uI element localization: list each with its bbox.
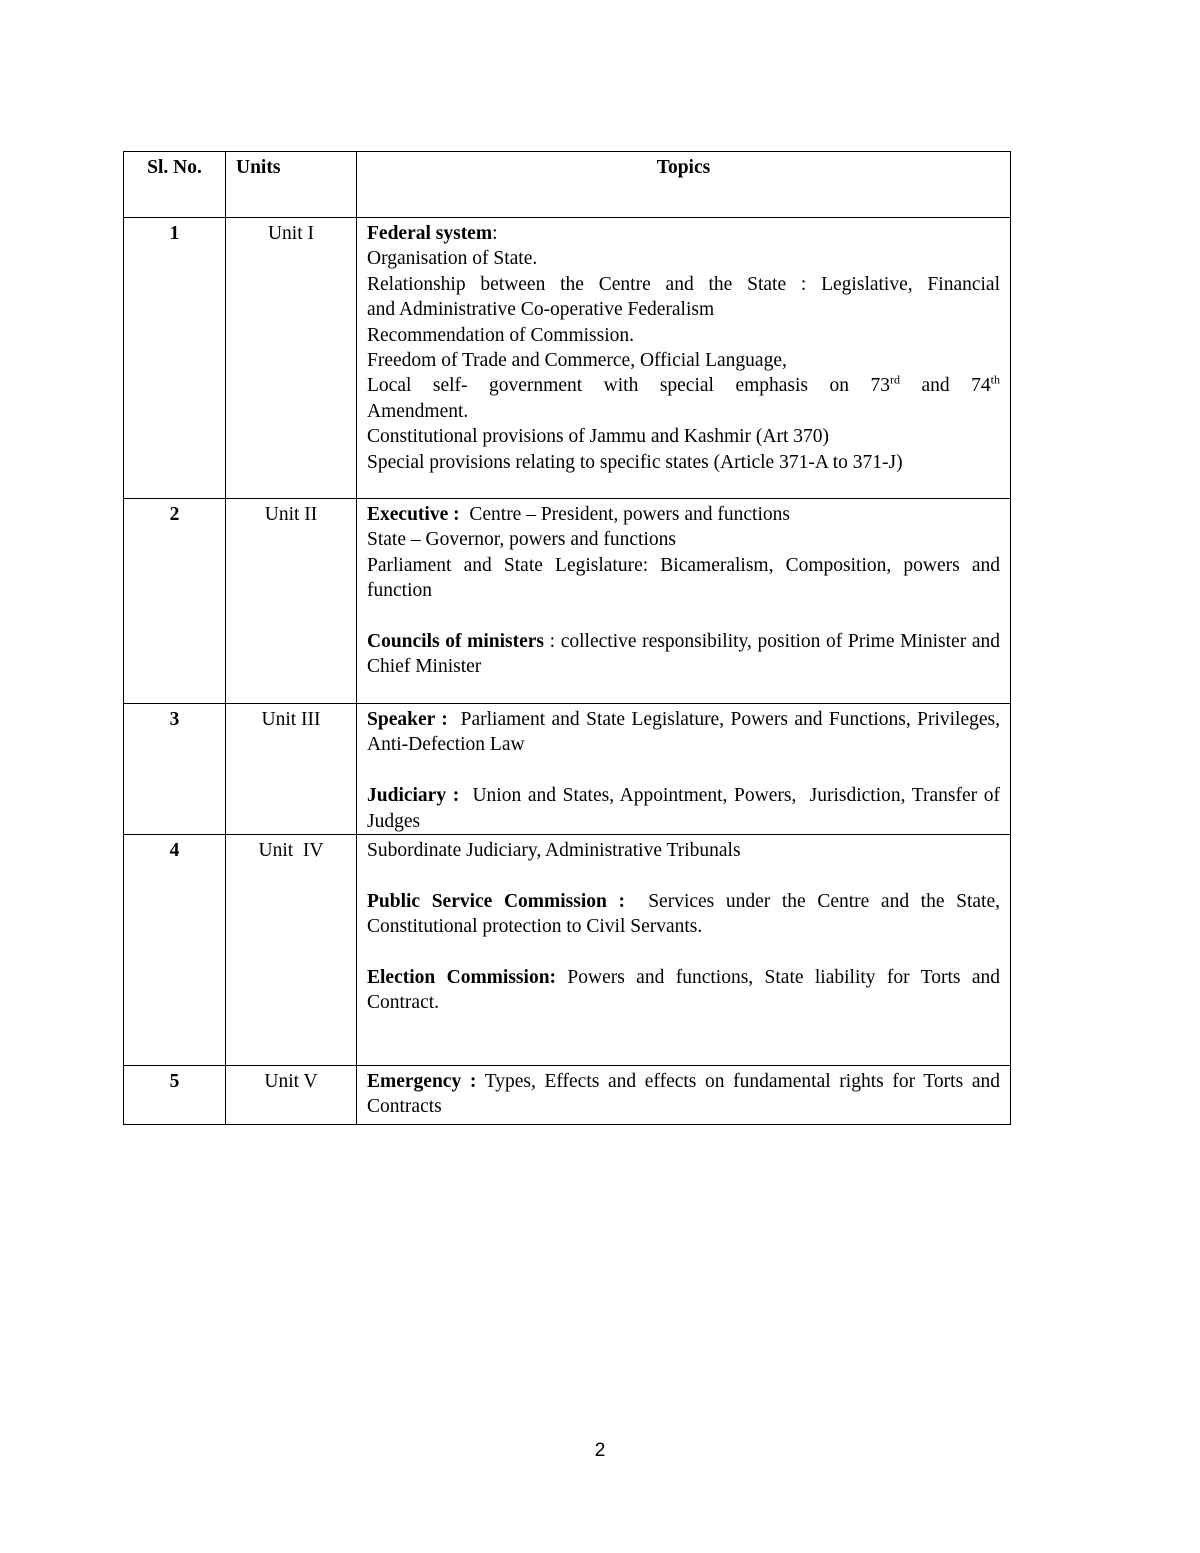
topic-line-local-government xyxy=(367,373,1000,398)
topic-paragraph xyxy=(367,1069,1000,1120)
table-row xyxy=(124,1066,1011,1125)
topic-heading: Emergency : xyxy=(367,1071,477,1093)
topic-line: Freedom of Trade and Commerce, Official Language, xyxy=(367,350,787,372)
row-unit: Unit V xyxy=(226,1066,357,1125)
topic-heading: Executive : xyxy=(367,504,460,525)
topic-paragraph xyxy=(367,502,1000,527)
row-topics xyxy=(357,835,1011,1066)
row-sl-no: 1 xyxy=(124,218,226,499)
row-sl-no: 2 xyxy=(124,499,226,704)
topic-heading: Election Commission: xyxy=(367,967,557,989)
table-row xyxy=(124,218,1011,499)
row-topics xyxy=(357,218,1011,499)
row-sl-no: 5 xyxy=(124,1066,226,1125)
table-row xyxy=(124,835,1011,1066)
topic-paragraph xyxy=(367,783,1005,834)
topic-line: Special provisions relating to specific states (Article 371-A to 371-J) xyxy=(367,451,903,473)
topic-text: Parliament and State Legislature, Powers and Functions, Privileges, Anti-Defection Law xyxy=(367,709,1004,756)
row-unit: Unit II xyxy=(226,499,357,704)
syllabus-table xyxy=(123,151,1011,1125)
row-topics xyxy=(357,1066,1011,1125)
local-sup-2: th xyxy=(990,372,1001,387)
topic-text: : collective responsibility, position of Prime Minister and Chief Minister xyxy=(367,631,1000,678)
topic-line: Organisation of State. xyxy=(367,248,538,270)
topic-line: Parliament and State Legislature: Bicameralism, Composition, powers and function xyxy=(367,554,1000,602)
paragraph-gap xyxy=(367,758,1000,783)
topic-text: Union and States, Appointment, Powers, Jurisdiction, Transfer of Judges xyxy=(367,785,1005,832)
topic-line: Constitutional provisions of Jammu and Kashmir (Art 370) xyxy=(367,426,830,448)
topic-paragraph xyxy=(367,965,1000,1016)
paragraph-gap xyxy=(367,863,1000,888)
topic-heading: Public Service Commission : xyxy=(367,890,625,912)
topic-heading: Federal system xyxy=(367,223,493,244)
paragraph-gap xyxy=(367,940,1000,965)
table-row xyxy=(124,704,1011,835)
row-topics xyxy=(357,704,1011,835)
header-units: Units xyxy=(226,152,357,218)
topic-line: State – Governor, powers and functions xyxy=(367,529,676,551)
topic-text: Centre – President, powers and functions xyxy=(459,504,790,525)
topic-line: Recommendation of Commission. xyxy=(367,324,635,346)
page-number: 2 xyxy=(594,1440,606,1461)
topic-text: Types, Effects and effects on fundamental rights for Torts and Contracts xyxy=(367,1071,1000,1118)
topic-line: Amendment. xyxy=(367,400,469,422)
topic-line: Subordinate Judiciary, Administrative Tribunals xyxy=(367,840,741,862)
topic-heading-suffix: : xyxy=(492,223,498,244)
topic-heading: Councils of ministers xyxy=(367,631,545,653)
table-header-row xyxy=(124,152,1011,218)
topic-line: Relationship between the Centre and the State : Legislative, Financial xyxy=(367,273,1000,295)
local-text-2: and 74 xyxy=(900,375,991,397)
topic-heading: Speaker : xyxy=(367,709,448,730)
header-sl-no: Sl. No. xyxy=(124,152,226,218)
topic-paragraph xyxy=(367,889,1010,940)
row-topics xyxy=(357,499,1011,704)
topic-line: and Administrative Co-operative Federalism xyxy=(367,299,715,321)
topic-text: Powers and functions, State liability for Torts and Contract. xyxy=(367,967,1000,1014)
topic-paragraph xyxy=(367,629,1000,680)
topic-paragraph xyxy=(367,707,1004,758)
topic-heading-line xyxy=(367,221,1000,246)
row-sl-no: 4 xyxy=(124,835,226,1066)
paragraph-gap xyxy=(367,604,1000,629)
row-unit: Unit III xyxy=(226,704,357,835)
row-sl-no: 3 xyxy=(124,704,226,835)
topic-text: Services under the Centre and the State, Constitutional protection to Civil Servants. xyxy=(367,890,1010,938)
table-row xyxy=(124,499,1011,704)
row-unit: Unit I xyxy=(226,218,357,499)
header-topics: Topics xyxy=(357,152,1011,218)
topic-heading: Judiciary : xyxy=(367,785,460,807)
local-sup-1: rd xyxy=(890,372,901,387)
local-text-1: Local self- government with special emphasis on 73 xyxy=(367,375,891,397)
row-unit: Unit IV xyxy=(226,835,357,1066)
